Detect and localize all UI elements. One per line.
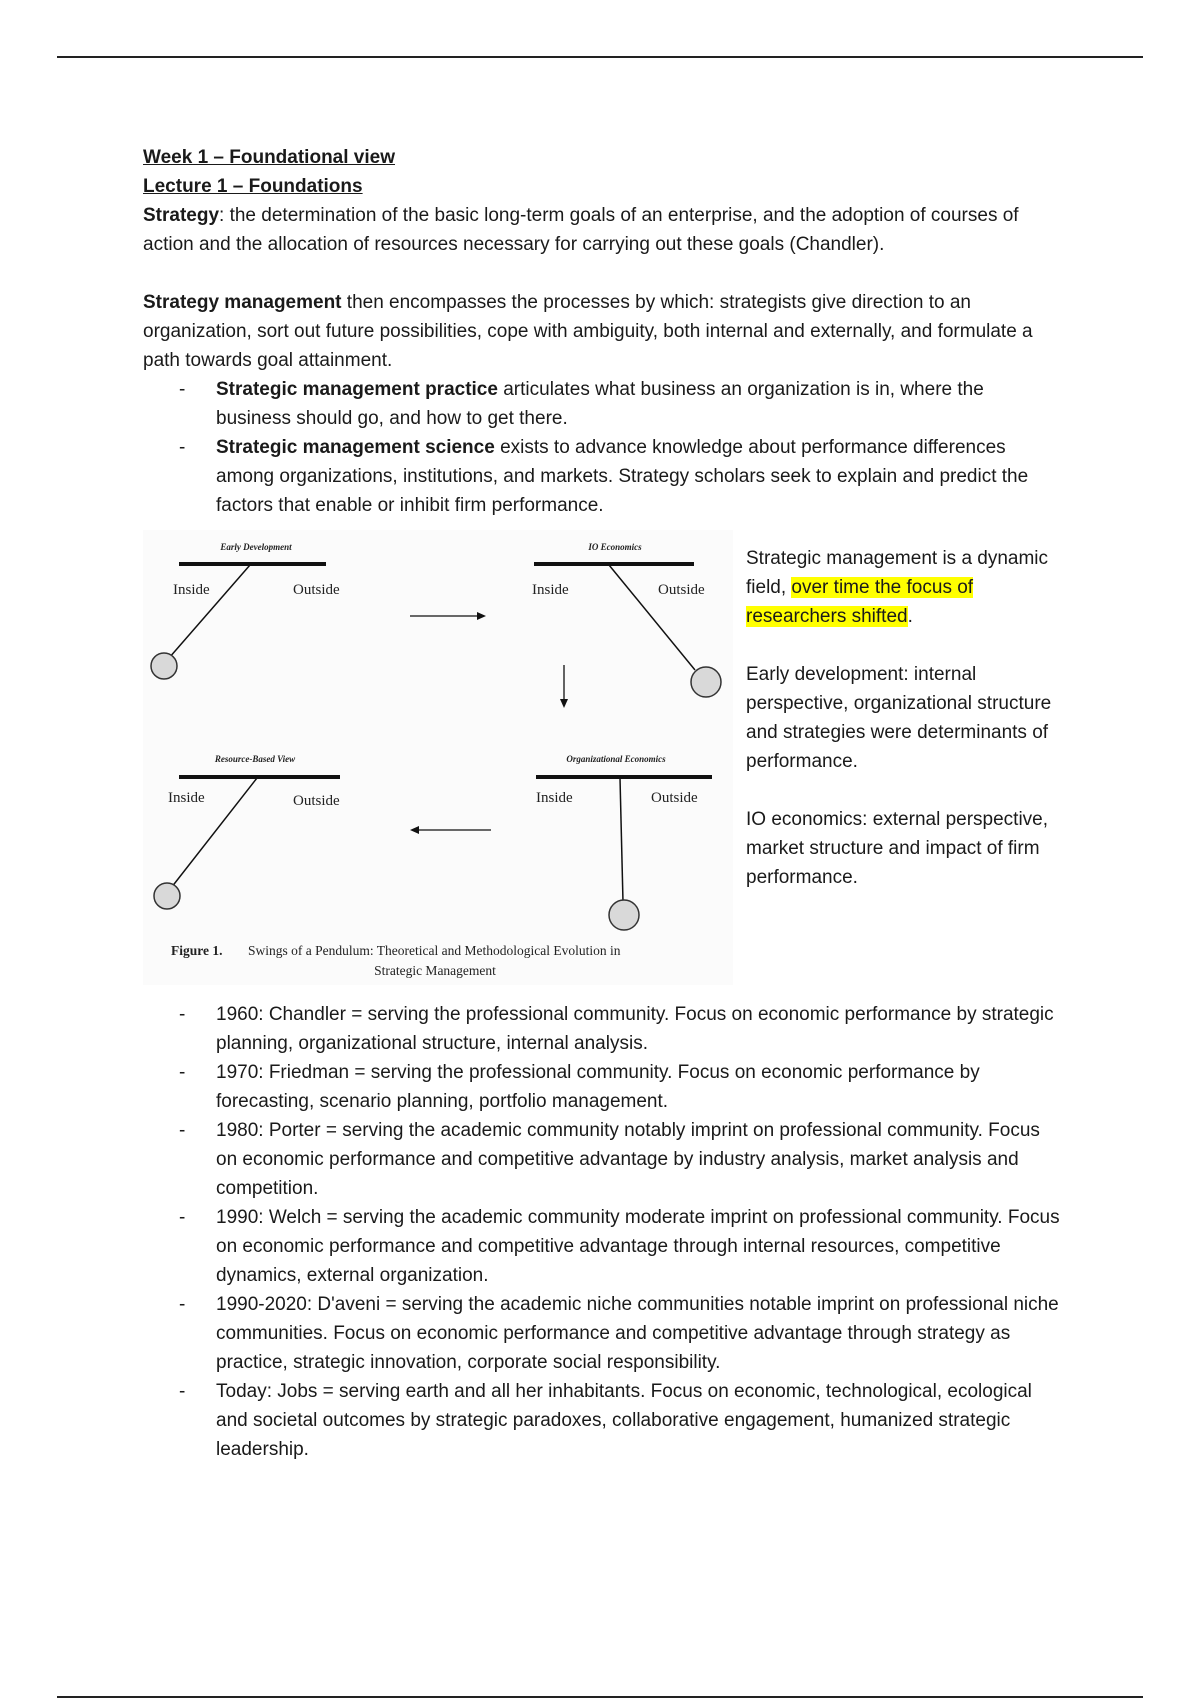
sm-def-text: then encompasses the processes by which: strategists give direction to an organization, sort out future possibilities, cope with ambiguity, both internal and externally, and formulate a path towards goal attainment. xyxy=(143,292,1033,371)
dash-bullet: - xyxy=(179,1381,186,1402)
pendulum-bob xyxy=(691,667,721,697)
side-note-early-development: Early development: internal perspective, organizational structure and strategies were determinants of performance. xyxy=(746,664,1052,772)
dash-bullet: - xyxy=(179,1207,186,1228)
document-body xyxy=(143,143,1063,1464)
inside-label: Inside xyxy=(532,582,569,598)
bullet-term: Strategic management science xyxy=(216,437,495,458)
strategy-definition xyxy=(143,201,1063,259)
list-item xyxy=(143,1000,1063,1058)
arrow-left-icon xyxy=(410,826,491,834)
sm-bullet-list xyxy=(143,375,1063,520)
dash-bullet: - xyxy=(179,1004,186,1025)
caption-line-1: Swings of a Pendulum: Theoretical and Methodological Evolution in xyxy=(248,943,621,958)
side-note-intro xyxy=(746,544,1066,631)
side-note-end: . xyxy=(907,606,913,627)
arrow-down-icon xyxy=(560,665,568,708)
caption-line-2: Strategic Management xyxy=(374,963,496,978)
timeline-text: 1980: Porter = serving the academic community notably imprint on professional community. Focus on economic performance and competitive advantage by industry analysis, market analysis and competition. xyxy=(216,1120,1040,1199)
bullet-text: articulates what business an organization is in, where the business should go, and how to get there. xyxy=(216,379,984,429)
strategy-def-text: : the determination of the basic long-term goals of an enterprise, and the adoption of courses of action and the allocation of resources necessary for carrying out these goals (Chandler). xyxy=(143,205,1019,255)
list-item xyxy=(143,375,1063,433)
bullet-text: exists to advance knowledge about performance differences among organizations, institutions, and markets. Strategy scholars seek to explain and predict the factors that enable or inhibit firm performance. xyxy=(216,437,1029,516)
dash-bullet: - xyxy=(179,1120,186,1141)
pendulum-figure xyxy=(143,530,733,985)
bullet-term: Strategic management practice xyxy=(216,379,498,400)
side-note-text: Strategic management is a dynamic field, xyxy=(746,548,1049,598)
dash-bullet: - xyxy=(179,1294,186,1315)
top-rule xyxy=(57,56,1143,58)
panel-organizational-economics xyxy=(536,754,712,930)
timeline-text: 1970: Friedman = serving the professional community. Focus on economic performance by forecasting, scenario planning, portfolio management. xyxy=(216,1062,980,1112)
dash-bullet: - xyxy=(179,437,186,458)
pendulum-rod xyxy=(609,565,695,670)
strategy-management-definition xyxy=(143,288,1063,375)
inside-label: Inside xyxy=(173,582,210,598)
timeline-text: 1960: Chandler = serving the professional community. Focus on economic performance by strategic planning, organizational structure, internal analysis. xyxy=(216,1004,1054,1054)
pendulum-rod xyxy=(169,565,250,658)
pendulum-rod xyxy=(620,778,623,902)
outside-label: Outside xyxy=(651,790,698,806)
figure-caption xyxy=(171,943,621,978)
list-item xyxy=(143,1377,1063,1464)
pendulum-bob xyxy=(609,900,639,930)
highlighted-text: over time the focus of researchers shifted xyxy=(746,577,974,627)
week-title: Week 1 – Foundational view xyxy=(143,147,395,168)
panel-title: Resource-Based View xyxy=(214,754,296,764)
timeline-text: 1990-2020: D'aveni = serving the academic niche communities notable imprint on professional niche communities. Focus on economic performance and competitive advantage through strategy as practice, strategic innovation, corporate social responsibility. xyxy=(216,1294,1059,1373)
pendulum-bob xyxy=(154,883,180,909)
panel-resource-based-view xyxy=(154,754,340,909)
outside-label: Outside xyxy=(658,582,705,598)
panel-title: IO Economics xyxy=(588,542,642,552)
figure-row xyxy=(143,530,1063,1000)
inside-label: Inside xyxy=(168,790,205,806)
lecture-title: Lecture 1 – Foundations xyxy=(143,176,363,197)
inside-label: Inside xyxy=(536,790,573,806)
timeline-text: 1990: Welch = serving the academic community moderate imprint on professional community. Focus on economic performance and competitive advantage through internal resources, competitive dynamics, external organization. xyxy=(216,1207,1060,1286)
dash-bullet: - xyxy=(179,1062,186,1083)
strategy-term: Strategy xyxy=(143,205,220,226)
figure-side-notes xyxy=(746,544,1066,892)
dash-bullet: - xyxy=(179,379,186,400)
panel-early-development xyxy=(151,542,340,679)
sm-term: Strategy management xyxy=(143,292,342,313)
caption-label: Figure 1. xyxy=(171,943,223,958)
outside-label: Outside xyxy=(293,582,340,598)
pendulum-bob xyxy=(151,653,177,679)
timeline-list xyxy=(143,1000,1063,1464)
list-item xyxy=(143,433,1063,520)
panel-io-economics xyxy=(532,542,721,697)
list-item xyxy=(143,1116,1063,1203)
panel-title: Early Development xyxy=(220,542,292,552)
side-note-io-economics: IO economics: external perspective, market structure and impact of firm performance. xyxy=(746,809,1049,888)
list-item xyxy=(143,1290,1063,1377)
list-item xyxy=(143,1058,1063,1116)
outside-label: Outside xyxy=(293,793,340,809)
arrow-right-icon xyxy=(410,612,486,620)
panel-title: Organizational Economics xyxy=(566,754,666,764)
list-item xyxy=(143,1203,1063,1290)
bottom-rule xyxy=(57,1696,1143,1698)
timeline-text: Today: Jobs = serving earth and all her inhabitants. Focus on economic, technological, ecological and societal outcomes by strategic paradoxes, collaborative engagement, humanized strategic leadership. xyxy=(216,1381,1032,1460)
